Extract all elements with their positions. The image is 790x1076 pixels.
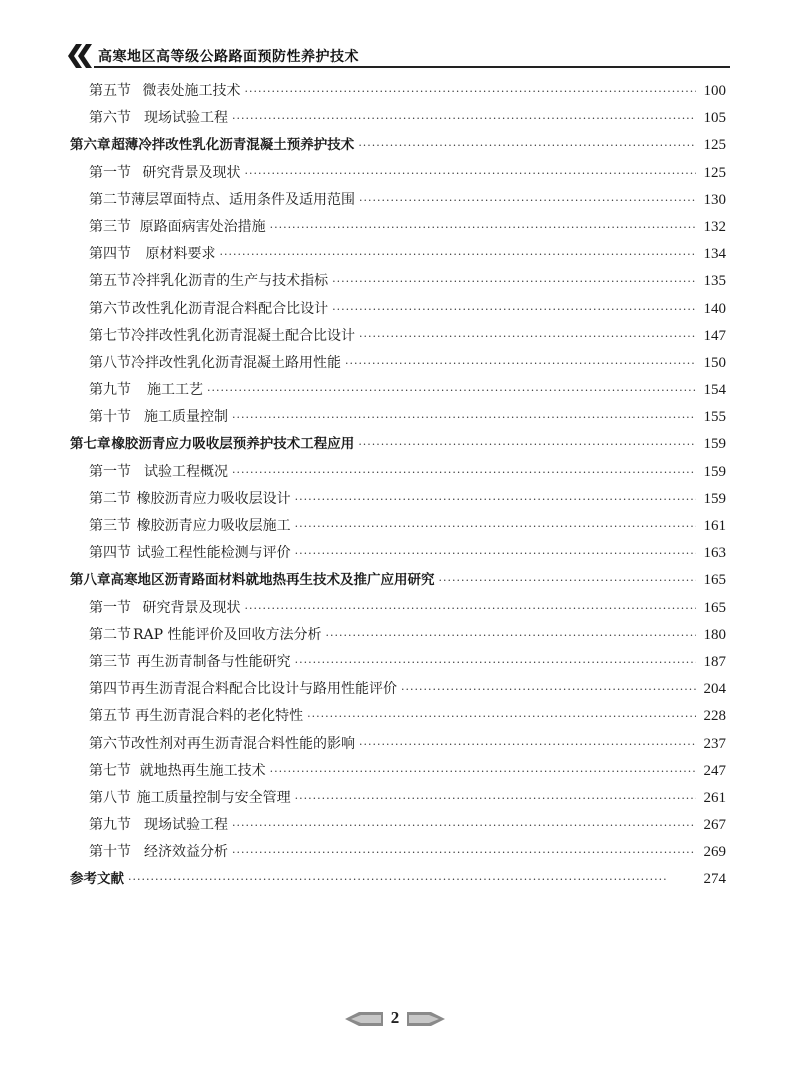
toc-entry-page-number: 154 xyxy=(703,382,726,399)
toc-entry-label: 第七节 xyxy=(89,762,131,779)
toc-section-entry[interactable] xyxy=(70,622,726,649)
dot-leader xyxy=(232,404,696,431)
toc-section-entry[interactable] xyxy=(70,703,726,730)
toc-section-entry[interactable] xyxy=(70,676,726,703)
toc-section-entry[interactable] xyxy=(70,812,726,839)
toc-section-entry[interactable] xyxy=(70,839,726,866)
double-chevron-left-icon xyxy=(66,44,94,68)
dot-leader xyxy=(270,758,696,785)
toc-entry-title: 再生沥青混合料配合比设计与路用性能评价 xyxy=(131,681,397,698)
toc-entry-page-number: 159 xyxy=(703,463,726,480)
toc-entry-label: 第一节 xyxy=(89,164,131,181)
toc-section-entry[interactable] xyxy=(70,78,726,105)
toc-entry-title: 再生沥青混合料的老化特性 xyxy=(135,708,304,725)
toc-chapter-entry[interactable] xyxy=(70,866,726,893)
dot-leader xyxy=(358,431,696,458)
dot-leader xyxy=(345,350,696,377)
toc-entry-label: 第四节 xyxy=(89,681,131,698)
toc-entry-page-number: 247 xyxy=(703,762,726,779)
dot-leader xyxy=(245,595,696,622)
dot-leader xyxy=(128,866,696,893)
toc-entry-label: 第八节 xyxy=(89,354,131,371)
toc-section-entry[interactable] xyxy=(70,595,726,622)
toc-entry-label: 第九节 xyxy=(89,382,131,399)
toc-entry-label: 第五节 xyxy=(89,708,131,725)
toc-entry-title: 橡胶沥青应力吸收层预养护技术工程应用 xyxy=(111,436,355,453)
toc-entry-title: 冷拌改性乳化沥青混凝土路用性能 xyxy=(131,354,341,371)
dot-leader xyxy=(232,459,696,486)
toc-entry-page-number: 140 xyxy=(703,300,726,317)
toc-entry-label: 第一节 xyxy=(89,599,131,616)
toc-entry-title: 超薄冷拌改性乳化沥青混凝土预养护技术 xyxy=(111,137,355,154)
dot-leader xyxy=(232,105,696,132)
toc-entry-page-number: 180 xyxy=(703,626,726,643)
toc-entry-title: 高寒地区沥青路面材料就地热再生技术及推广应用研究 xyxy=(110,572,435,589)
toc-entry-label: 第五节 xyxy=(89,83,131,99)
toc-entry-label: 第三节 xyxy=(89,653,131,670)
toc-entry-label: 第三节 xyxy=(89,218,131,235)
toc-entry-label: 第四节 xyxy=(89,545,131,562)
toc-entry-page-number: 161 xyxy=(703,518,726,534)
toc-section-entry[interactable] xyxy=(70,214,726,241)
toc-section-entry[interactable] xyxy=(70,758,726,785)
toc-entry-page-number: 204 xyxy=(703,681,726,698)
table-of-contents xyxy=(70,78,726,894)
dot-leader xyxy=(358,132,696,159)
toc-entry-page-number: 187 xyxy=(703,653,726,670)
dot-leader xyxy=(439,567,697,594)
toc-section-entry[interactable] xyxy=(70,350,726,377)
toc-entry-label: 第二节 xyxy=(89,191,131,208)
toc-entry-label: 第三节 xyxy=(89,518,131,534)
toc-entry-label: 第七章 xyxy=(70,436,111,453)
toc-entry-page-number: 105 xyxy=(703,110,726,127)
toc-entry-label: 第六节 xyxy=(89,735,131,752)
header-title: 高寒地区高等级公路路面预防性养护技术 xyxy=(98,49,359,65)
toc-entry-page-number: 132 xyxy=(703,218,726,235)
dot-leader xyxy=(295,486,696,513)
dot-leader xyxy=(295,785,696,812)
toc-entry-page-number: 269 xyxy=(703,844,726,861)
toc-entry-label: 第六节 xyxy=(89,300,131,317)
toc-entry-title: 橡胶沥青应力吸收层设计 xyxy=(136,490,291,507)
toc-entry-page-number: 159 xyxy=(703,436,726,453)
dot-leader xyxy=(359,187,696,214)
toc-section-entry[interactable] xyxy=(70,377,726,404)
dot-leader xyxy=(232,812,696,839)
dot-leader xyxy=(332,296,696,323)
toc-entry-page-number: 135 xyxy=(703,273,726,290)
toc-entry-page-number: 267 xyxy=(703,817,726,834)
dot-leader xyxy=(307,703,696,730)
toc-entry-title: 冷拌乳化沥青的生产与技术指标 xyxy=(132,273,329,290)
toc-entry-page-number: 165 xyxy=(703,572,726,589)
toc-entry-label: 第二节 xyxy=(89,490,131,507)
toc-chapter-entry[interactable] xyxy=(70,132,726,159)
toc-entry-title: 再生沥青制备与性能研究 xyxy=(136,653,291,670)
dot-leader xyxy=(332,268,696,295)
toc-entry-page-number: 274 xyxy=(703,871,726,888)
dot-leader xyxy=(359,731,696,758)
arrow-right-icon xyxy=(407,1012,445,1026)
toc-entry-title: 施工工艺 xyxy=(147,382,203,399)
toc-entry-title: 冷拌改性乳化沥青混凝土配合比设计 xyxy=(131,327,355,344)
toc-entry-label: 第六节 xyxy=(89,110,131,127)
toc-entry-title: 研究背景及现状 xyxy=(142,164,241,181)
toc-entry-title: 试验工程概况 xyxy=(144,463,229,480)
toc-entry-label: 第十节 xyxy=(89,844,131,861)
toc-entry-title: 现场试验工程 xyxy=(144,110,229,127)
toc-entry-title: RAP 性能评价及回收方法分析 xyxy=(132,626,322,643)
toc-entry-page-number: 237 xyxy=(703,735,726,752)
toc-section-entry[interactable] xyxy=(70,323,726,350)
toc-entry-title: 微表处施工技术 xyxy=(142,83,241,99)
running-header xyxy=(66,44,730,68)
page-footer xyxy=(345,1008,445,1030)
toc-section-entry[interactable] xyxy=(70,540,726,567)
dot-leader xyxy=(245,160,696,187)
toc-entry-title: 现场试验工程 xyxy=(144,817,229,834)
toc-entry-title: 研究背景及现状 xyxy=(142,599,241,616)
toc-section-entry[interactable] xyxy=(70,731,726,758)
toc-section-entry[interactable] xyxy=(70,296,726,323)
toc-entry-page-number: 134 xyxy=(703,246,726,263)
toc-entry-page-number: 159 xyxy=(703,490,726,507)
toc-entry-title: 改性剂对再生沥青混合料性能的影响 xyxy=(131,735,355,752)
toc-entry-label: 第七节 xyxy=(89,327,131,344)
toc-entry-page-number: 150 xyxy=(703,354,726,371)
toc-section-entry[interactable] xyxy=(70,241,726,268)
toc-entry-page-number: 165 xyxy=(703,599,726,616)
toc-entry-page-number: 261 xyxy=(703,789,726,806)
header-rule xyxy=(94,66,730,68)
toc-entry-page-number: 125 xyxy=(703,164,726,181)
page-number: 2 xyxy=(390,1008,400,1027)
toc-entry-title: 薄层罩面特点、适用条件及适用范围 xyxy=(131,191,355,208)
toc-entry-title: 原路面病害处治措施 xyxy=(139,218,266,235)
toc-entry-title: 施工质量控制 xyxy=(144,409,229,426)
toc-entry-label: 第二节 xyxy=(89,626,131,643)
toc-entry-page-number: 147 xyxy=(703,327,726,344)
toc-entry-page-number: 100 xyxy=(703,83,726,99)
dot-leader xyxy=(295,513,696,540)
dot-leader xyxy=(325,622,696,649)
dot-leader xyxy=(232,839,696,866)
dot-leader xyxy=(220,241,696,268)
toc-entry-title: 经济效益分析 xyxy=(144,844,229,861)
toc-section-entry[interactable] xyxy=(70,268,726,295)
toc-section-entry[interactable] xyxy=(70,459,726,486)
toc-entry-label: 第五节 xyxy=(89,273,131,290)
dot-leader xyxy=(359,323,696,350)
toc-entry-label: 第四节 xyxy=(89,246,131,263)
toc-entry-title: 参考文献 xyxy=(70,871,124,888)
toc-entry-page-number: 125 xyxy=(703,137,726,154)
dot-leader xyxy=(245,78,696,105)
toc-entry-label: 第一节 xyxy=(89,463,131,480)
toc-section-entry[interactable] xyxy=(70,486,726,513)
toc-entry-page-number: 155 xyxy=(703,409,726,426)
toc-entry-label: 第十节 xyxy=(89,409,131,426)
toc-entry-title: 原材料要求 xyxy=(145,246,216,263)
toc-entry-label: 第九节 xyxy=(89,817,131,834)
toc-entry-title: 改性乳化沥青混合料配合比设计 xyxy=(132,300,329,317)
toc-section-entry[interactable] xyxy=(70,513,726,540)
toc-entry-title: 试验工程性能检测与评价 xyxy=(136,545,291,562)
toc-section-entry[interactable] xyxy=(70,785,726,812)
toc-entry-title: 就地热再生施工技术 xyxy=(139,762,266,779)
toc-entry-title: 施工质量控制与安全管理 xyxy=(136,789,291,806)
toc-entry-label: 第八章 xyxy=(70,572,111,589)
toc-entry-page-number: 130 xyxy=(703,191,726,208)
toc-section-entry[interactable] xyxy=(70,404,726,431)
dot-leader xyxy=(401,676,696,703)
toc-section-entry[interactable] xyxy=(70,187,726,214)
toc-entry-label: 第六章 xyxy=(70,137,111,154)
toc-entry-page-number: 228 xyxy=(703,708,726,725)
toc-section-entry[interactable] xyxy=(70,105,726,132)
toc-entry-page-number: 163 xyxy=(703,545,726,562)
toc-entry-label: 第八节 xyxy=(89,789,131,806)
dot-leader xyxy=(295,649,696,676)
toc-chapter-entry[interactable] xyxy=(70,567,726,594)
toc-entry-title: 橡胶沥青应力吸收层施工 xyxy=(136,518,291,534)
toc-chapter-entry[interactable] xyxy=(70,431,726,458)
dot-leader xyxy=(295,540,696,567)
toc-section-entry[interactable] xyxy=(70,649,726,676)
arrow-left-icon xyxy=(345,1012,383,1026)
dot-leader xyxy=(270,214,696,241)
dot-leader xyxy=(207,377,696,404)
toc-section-entry[interactable] xyxy=(70,160,726,187)
